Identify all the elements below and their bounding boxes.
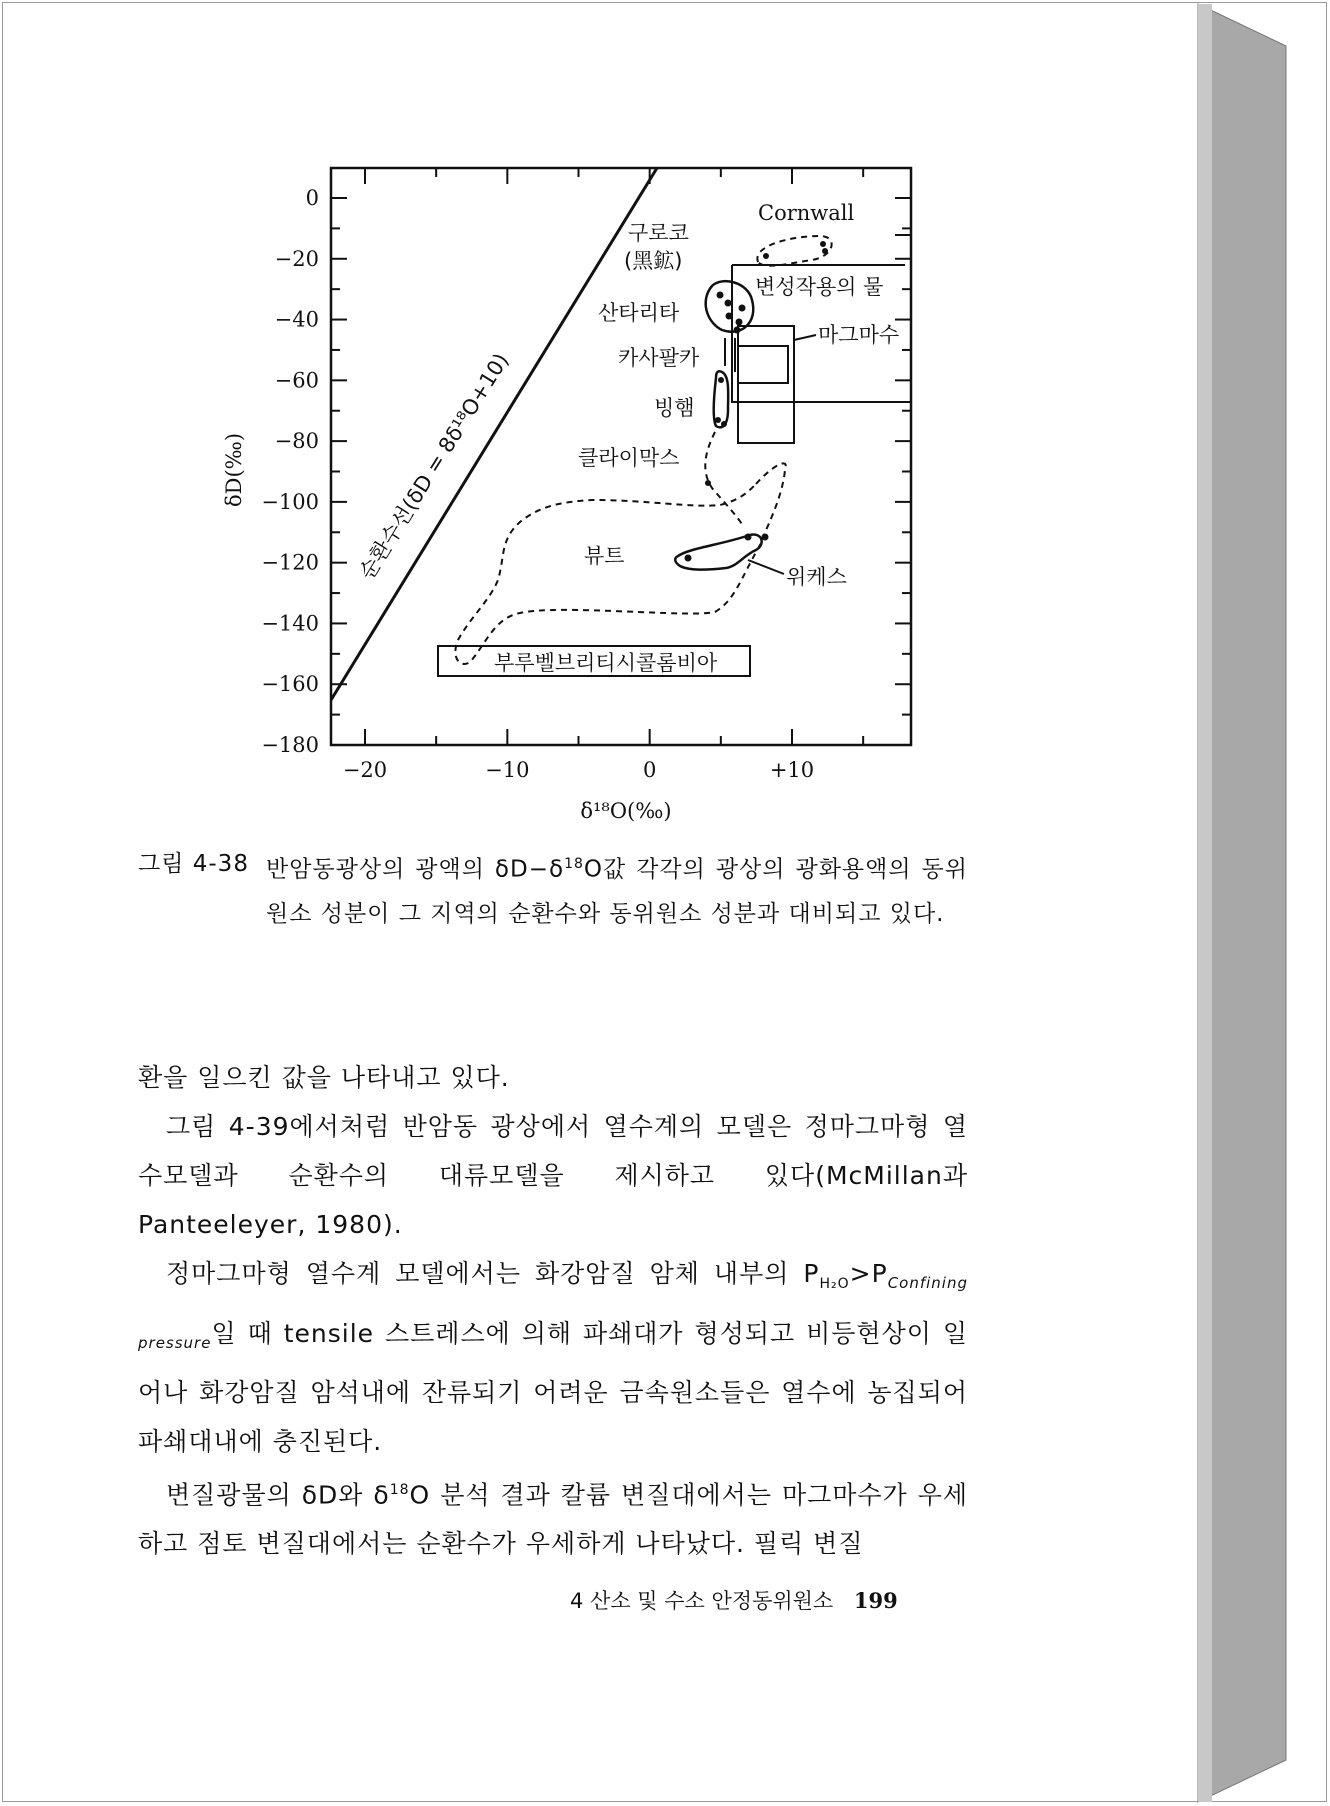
paragraph-1: 환을 일으킨 값을 나타내고 있다.: [138, 1063, 510, 1092]
isotope-diagram: [0, 0, 1200, 860]
meteoric-water-line: [331, 168, 657, 700]
casapalca-label: 카사팔카: [618, 346, 700, 370]
magmatic-water-label: 마그마수: [818, 323, 900, 347]
y-tick-label: −40: [274, 307, 319, 332]
y-tick-label: −100: [261, 489, 319, 514]
paragraph-3: 정마그마형 열수계 모델에서는 화강암질 암체 내부의 $P_{H_2O}>P_{Confining pressure}$일 때 tensile 스트레스에 의해 파쇄대가 형성되고 비등현상이 일어나 화강암질 암석내에 잔류되기 어려운 금속원소들은 열수에 농집되어 파쇄대내에 충진된다.: [138, 1259, 968, 1456]
meteoric-water-line-label: 순환수선(δD = 8δ¹⁸O+10): [354, 349, 514, 584]
y-tick-label: −80: [274, 429, 319, 454]
x-axis-label: δ¹⁸O(‰): [580, 799, 672, 823]
y-tick-label: −120: [261, 550, 319, 575]
magmatic-water-box: [738, 326, 794, 443]
x-tick-labels: [343, 758, 814, 782]
paragraph-2: 그림 4-39에서처럼 반암동 광상에서 열수계의 모델은 정마그마형 열수모델과 순환수의 대류모델을 제시하고 있다(McMillan과 Panteeleyer, 1980).: [138, 1112, 968, 1239]
metamorphic-water-label: 변성작용의 물: [755, 275, 884, 299]
x-tick-label: −20: [342, 758, 388, 782]
kuroko-label: 구로코: [628, 221, 689, 245]
yerington-label: 위케스: [786, 565, 847, 589]
x-tick-label: −10: [485, 758, 530, 782]
santa-rita-tail: [725, 338, 735, 372]
x-tick-label: +10: [769, 758, 815, 782]
climax-field: [705, 432, 742, 524]
y-tick-label: −20: [274, 246, 319, 271]
y-axis-label: δD(‰): [222, 432, 246, 508]
y-tick-label: 0: [305, 186, 319, 210]
kuroko-hanja-label: (黑鉱): [624, 249, 683, 273]
santa-rita-label: 산타리타: [598, 301, 680, 325]
y-tick-label: −60: [274, 368, 319, 393]
caption-text: 반암동광상의 광액의 $\delta D-\delta^{18}O$값 각각의 광상의 광화용액의 동위원소 성분이 그 지역의 순환수와 동위원소 성분과 대비되고 있다.: [266, 856, 968, 927]
footer-page-number: 199: [853, 1588, 898, 1613]
climax-label: 클라이막스: [578, 446, 680, 470]
bingham-label: 빙햄: [654, 396, 695, 420]
x-tick-label: 0: [642, 758, 657, 782]
y-tick-labels: [261, 186, 319, 757]
figure-caption: [138, 842, 968, 936]
caption-label: 그림 4-38: [138, 851, 249, 877]
footer-chapter: 4 산소 및 수소 안정동위원소: [570, 1589, 834, 1613]
butte-label: 뷰트: [584, 544, 625, 568]
paragraph-4: 변질광물의 δD와 $\delta^{18}O$ 분석 결과 칼륨 변질대에서는 마그마수가 우세하고 점토 변질대에서는 순환수가 우세하게 나타났다. 필릭 변질: [138, 1480, 968, 1559]
y-tick-label: −140: [261, 611, 319, 636]
cornwall-field: [757, 236, 831, 266]
page-footer: [570, 1585, 970, 1615]
cornwall-label: Cornwall: [758, 201, 855, 225]
body-text: [138, 1053, 968, 1568]
santa-rita-field: [706, 281, 754, 332]
y-tick-label: −180: [261, 733, 319, 757]
british-columbia-label: 부루벨브리티시콜롬비아: [494, 651, 718, 675]
magmatic-water-inner-box: [738, 346, 788, 383]
y-tick-label: −160: [261, 672, 319, 697]
